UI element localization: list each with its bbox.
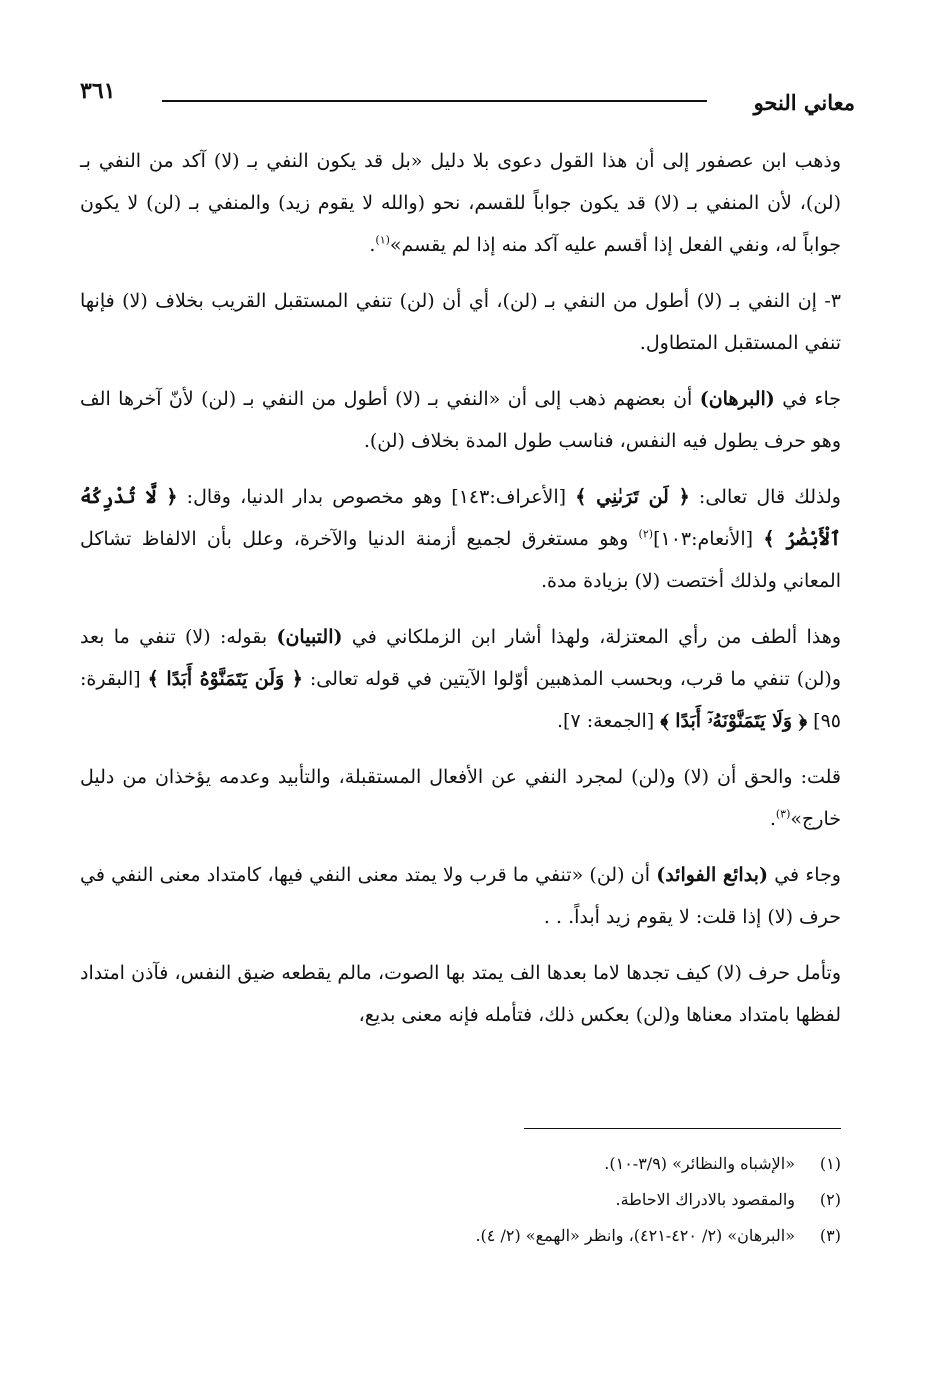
text-segment: [الأعراف:١٤٣] وهو مخصوص بدار الدنيا، وقال:	[177, 486, 576, 508]
footnote-marker: (٣)	[775, 807, 791, 821]
footnote-number: (١)	[819, 1154, 841, 1173]
paragraph	[80, 476, 841, 602]
quran-verse: ﴿ لَن تَرَىٰنِي ﴾	[575, 486, 690, 508]
paragraph	[80, 140, 841, 266]
paragraph	[80, 854, 841, 938]
text-segment: أن (لن) «تنفي ما قرب ولا يمتد معنى النفي فيها، كامتداد معنى النفي في حرف (لا) إذا قلت: لا يقوم زيد أبداً. . .	[80, 864, 841, 928]
text-segment: أن بعضهم ذهب إلى أن «النفي بـ (لا) أطول من النفي بـ (لن) لأنّ آخرها الف وهو حرف يطول فيه النفس، فناسب طول المدة بخلاف (لن).	[80, 388, 841, 452]
text-segment: بقوله: (لا) تنفي ما بعد و(لن) تنفي ما قرب، وبحسب المذهبين أوّلوا الآيتين في قوله تعالى:	[80, 626, 841, 690]
book-title-ref: (بدائع الفوائد)	[656, 864, 768, 886]
footnote	[80, 1182, 841, 1218]
footnote	[80, 1146, 841, 1182]
text-segment: وذهب ابن عصفور إلى أن هذا القول دعوى بلا دليل «بل قد يكون النفي بـ (لا) آكد من النفي بـ (لن)، لأن المنفي بـ (لا) قد يكون جواباً للقسم، نحو (والله لا يقوم زيد) والمنفي بـ (لن) لا يكون جواباً له، ونفي الفعل إذا أقسم عليه آكد منه إذا لم يقسم»	[80, 150, 841, 256]
page-header	[80, 78, 855, 122]
footnote	[80, 1218, 841, 1254]
text-segment: جاء في	[774, 388, 842, 410]
header-rule	[162, 100, 707, 102]
text-segment: وهو مستغرق لجميع أزمنة الدنيا والآخرة، وعلل بأن الالفاظ تشاكل المعاني ولذلك أختصت (لا) بزيادة مدة.	[80, 528, 841, 592]
running-title: معاني النحو	[753, 90, 855, 115]
footnote-text: «البرهان» (٢/ ٤٢٠-٤٢١)، وانظر «الهمع» (٢/ ٤).	[475, 1226, 795, 1245]
text-segment: [الجمعة: ٧].	[556, 710, 661, 732]
footnote-marker: (٢)	[638, 527, 654, 541]
footnote-marker: (١)	[375, 233, 390, 247]
text-segment: وتأمل حرف (لا) كيف تجدها لاما بعدها الف يمتد بها الصوت، مالم يقطعه ضيق النفس، فآذن امتداد لفظها بامتداد معناها و(لن) بعكس ذلك، فتأمله فإنه معنى بديع،	[80, 962, 841, 1026]
footnote-number: (٣)	[819, 1226, 841, 1245]
footnote-text: «الإشباه والنظائر» (٣/٩-١٠).	[604, 1154, 795, 1173]
main-text	[80, 140, 841, 1050]
page-number: ٣٦١	[80, 78, 116, 104]
quran-verse: ﴿ وَلَا يَتَمَنَّوْنَهُۥٓ أَبَدًا ﴾	[660, 710, 808, 732]
paragraph	[80, 952, 841, 1036]
footnote-rule	[524, 1128, 841, 1129]
text-segment: .	[769, 808, 776, 830]
text-segment: ٣- إن النفي بـ (لا) أطول من النفي بـ (لن)، أي أن (لن) تنفي المستقبل القريب بخلاف (لا) فإنها تنفي المستقبل المتطاول.	[80, 290, 841, 354]
text-segment: وجاء في	[767, 864, 841, 886]
quran-verse: ﴿ لَّا تُدْرِكُهُ ٱلْأَبْصَٰرُ ﴾	[80, 486, 841, 550]
text-segment: ولذلك قال تعالى:	[689, 486, 841, 508]
paragraph	[80, 756, 841, 840]
text-segment: [البقرة: ٩٥]	[80, 668, 841, 732]
footnote-text: والمقصود بالادراك الاحاطة.	[615, 1190, 795, 1209]
book-title-ref: (التبيان)	[276, 626, 343, 648]
text-segment: وهذا ألطف من رأي المعتزلة، ولهذا أشار ابن الزملكاني في	[342, 626, 841, 648]
book-title-ref: (البرهان)	[699, 388, 775, 410]
text-segment: .	[369, 234, 376, 256]
text-segment: قلت: والحق أن (لا) و(لن) لمجرد النفي عن الأفعال المستقبلة، والتأبيد وعدمه يؤخذان من دليل خارج»	[80, 766, 841, 830]
paragraph	[80, 378, 841, 462]
quran-verse: ﴿ وَلَن يَتَمَنَّوْهُ أَبَدًا ﴾	[147, 668, 303, 690]
footnote-number: (٢)	[819, 1190, 841, 1209]
paragraph	[80, 280, 841, 364]
text-segment: [الأنعام:١٠٣]	[653, 528, 764, 550]
footnotes	[80, 1146, 841, 1254]
paragraph	[80, 616, 841, 742]
